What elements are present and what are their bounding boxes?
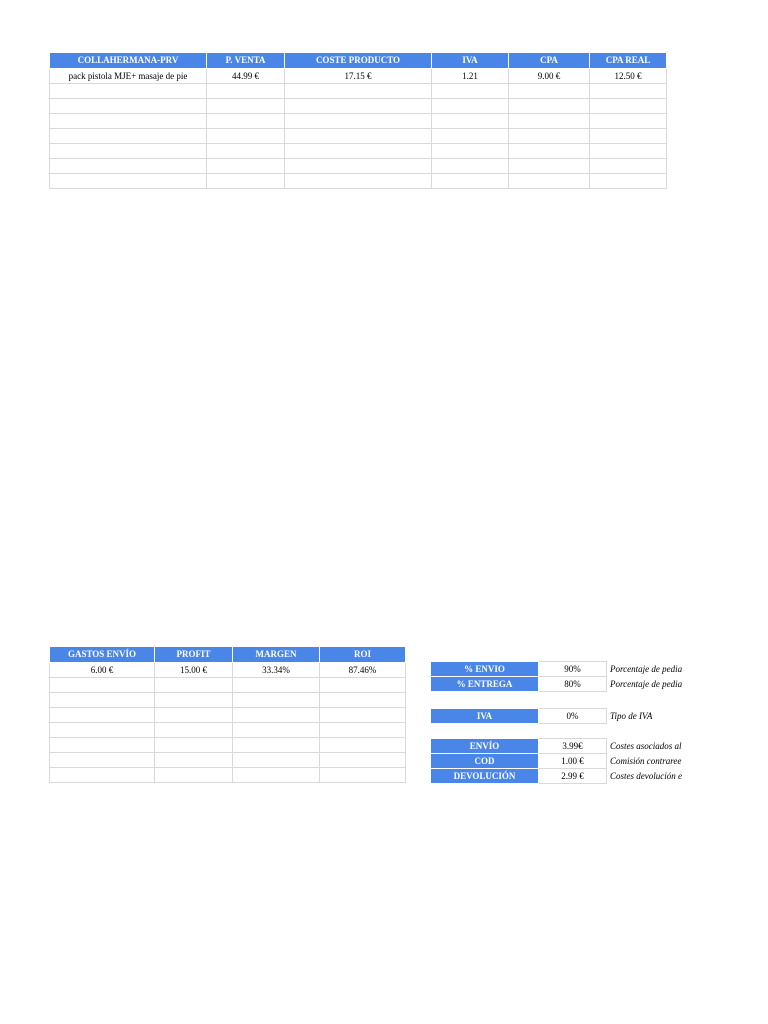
empty-cell[interactable] (590, 144, 667, 159)
empty-cell[interactable] (207, 84, 285, 99)
header-collahermana-prv[interactable]: COLLAHERMANA-PRV (50, 53, 207, 69)
header-profit[interactable]: PROFIT (155, 647, 233, 663)
empty-cell[interactable] (50, 708, 155, 723)
empty-cell[interactable] (509, 129, 590, 144)
value-entrega-pct[interactable]: 80% (539, 677, 607, 692)
empty-cell[interactable] (207, 174, 285, 189)
empty-cell[interactable] (207, 114, 285, 129)
empty-cell[interactable] (285, 99, 432, 114)
empty-row (50, 723, 406, 738)
value-envio-pct[interactable]: 90% (539, 662, 607, 677)
empty-cell[interactable] (432, 99, 509, 114)
empty-cell[interactable] (233, 723, 320, 738)
empty-cell[interactable] (432, 159, 509, 174)
cell-margen[interactable]: 33.34% (233, 663, 320, 678)
products-table (49, 52, 667, 189)
value-devolucion[interactable]: 2.99 € (539, 769, 607, 784)
empty-cell[interactable] (285, 174, 432, 189)
header-coste-producto[interactable]: COSTE PRODUCTO (285, 53, 432, 69)
results-table (49, 646, 406, 783)
cell-profit[interactable]: 15.00 € (155, 663, 233, 678)
cell-gastos-envio[interactable]: 6.00 € (50, 663, 155, 678)
empty-cell[interactable] (590, 84, 667, 99)
empty-row (50, 84, 667, 99)
empty-cell[interactable] (285, 144, 432, 159)
empty-cell[interactable] (50, 114, 207, 129)
empty-cell[interactable] (233, 738, 320, 753)
empty-row (50, 159, 667, 174)
empty-cell[interactable] (207, 99, 285, 114)
empty-cell[interactable] (155, 768, 233, 783)
empty-cell[interactable] (50, 174, 207, 189)
empty-cell[interactable] (233, 753, 320, 768)
label-iva: IVA (431, 709, 539, 724)
iva-block (430, 708, 687, 724)
empty-cell[interactable] (233, 693, 320, 708)
empty-cell[interactable] (509, 84, 590, 99)
header-cpa-real[interactable]: CPA REAL (590, 53, 667, 69)
header-roi[interactable]: ROI (320, 647, 406, 663)
empty-cell[interactable] (509, 99, 590, 114)
cell-product-name[interactable]: pack pistola MJE+ masaje de pie (50, 69, 207, 84)
label-devolucion: DEVOLUCIÓN (431, 769, 539, 784)
empty-cell[interactable] (50, 99, 207, 114)
empty-cell[interactable] (50, 129, 207, 144)
param-row-devolucion (431, 769, 687, 784)
empty-cell[interactable] (432, 129, 509, 144)
value-cod[interactable]: 1.00 € (539, 754, 607, 769)
note-envio-pct: Porcentaje de pedia (610, 664, 683, 674)
empty-cell[interactable] (50, 678, 155, 693)
empty-row (50, 174, 667, 189)
products-header-row (50, 53, 667, 69)
empty-cell[interactable] (320, 708, 406, 723)
table-row (50, 69, 667, 84)
label-envio-pct: % ENVIO (431, 662, 539, 677)
label-cod: COD (431, 754, 539, 769)
label-entrega-pct: % ENTREGA (431, 677, 539, 692)
empty-cell[interactable] (285, 84, 432, 99)
cell-cpa-real[interactable]: 12.50 € (590, 69, 667, 84)
table-row (50, 663, 406, 678)
cell-iva[interactable]: 1.21 (432, 69, 509, 84)
empty-cell[interactable] (207, 159, 285, 174)
note-entrega-pct: Porcentaje de pedia (610, 679, 683, 689)
empty-cell[interactable] (509, 114, 590, 129)
param-row-cod (431, 754, 687, 769)
note-devolucion: Costes devolución e (610, 771, 682, 781)
header-p-venta[interactable]: P. VENTA (207, 53, 285, 69)
costs-block (430, 738, 687, 784)
empty-cell[interactable] (50, 738, 155, 753)
param-row-envio-pct (431, 662, 687, 677)
empty-cell[interactable] (509, 159, 590, 174)
empty-cell[interactable] (509, 144, 590, 159)
empty-cell[interactable] (50, 753, 155, 768)
empty-row (50, 129, 667, 144)
empty-row (50, 678, 406, 693)
empty-cell[interactable] (233, 768, 320, 783)
note-envio: Costes asociados al (610, 741, 682, 751)
empty-cell[interactable] (320, 753, 406, 768)
cell-roi[interactable]: 87.46% (320, 663, 406, 678)
value-iva[interactable]: 0% (539, 709, 607, 724)
empty-cell[interactable] (233, 708, 320, 723)
empty-cell[interactable] (432, 144, 509, 159)
empty-cell[interactable] (50, 693, 155, 708)
empty-cell[interactable] (50, 144, 207, 159)
empty-cell[interactable] (285, 114, 432, 129)
param-row-envio (431, 739, 687, 754)
empty-cell[interactable] (155, 678, 233, 693)
header-iva[interactable]: IVA (432, 53, 509, 69)
empty-cell[interactable] (285, 129, 432, 144)
empty-cell[interactable] (509, 174, 590, 189)
empty-cell[interactable] (155, 723, 233, 738)
empty-row (50, 114, 667, 129)
empty-cell[interactable] (320, 723, 406, 738)
empty-cell[interactable] (432, 84, 509, 99)
empty-cell[interactable] (590, 99, 667, 114)
empty-cell[interactable] (590, 159, 667, 174)
header-margen[interactable]: MARGEN (233, 647, 320, 663)
param-row-entrega-pct (431, 677, 687, 692)
empty-cell[interactable] (590, 174, 667, 189)
empty-cell[interactable] (233, 678, 320, 693)
empty-cell[interactable] (207, 144, 285, 159)
empty-cell[interactable] (207, 129, 285, 144)
empty-cell[interactable] (590, 114, 667, 129)
empty-cell[interactable] (155, 738, 233, 753)
results-header-row (50, 647, 406, 663)
empty-row (50, 99, 667, 114)
empty-row (50, 768, 406, 783)
empty-cell[interactable] (155, 693, 233, 708)
empty-cell[interactable] (50, 159, 207, 174)
cell-coste-producto[interactable]: 17.15 € (285, 69, 432, 84)
empty-cell[interactable] (50, 723, 155, 738)
delivery-rates-block (430, 661, 687, 692)
note-iva: Tipo de IVA (610, 711, 653, 721)
empty-cell[interactable] (432, 174, 509, 189)
note-cod: Comisión contraree (610, 756, 682, 766)
cell-cpa[interactable]: 9.00 € (509, 69, 590, 84)
cell-p-venta[interactable]: 44.99 € (207, 69, 285, 84)
header-cpa[interactable]: CPA (509, 53, 590, 69)
empty-cell[interactable] (320, 693, 406, 708)
empty-cell[interactable] (155, 708, 233, 723)
empty-cell[interactable] (320, 768, 406, 783)
empty-cell[interactable] (50, 84, 207, 99)
param-row-iva (431, 709, 687, 724)
empty-row (50, 753, 406, 768)
empty-row (50, 144, 667, 159)
empty-row (50, 708, 406, 723)
empty-cell[interactable] (155, 753, 233, 768)
empty-cell[interactable] (590, 129, 667, 144)
empty-cell[interactable] (432, 114, 509, 129)
empty-cell[interactable] (50, 768, 155, 783)
empty-cell[interactable] (320, 738, 406, 753)
label-envio: ENVÍO (431, 739, 539, 754)
empty-cell[interactable] (320, 678, 406, 693)
empty-row (50, 693, 406, 708)
empty-cell[interactable] (285, 159, 432, 174)
header-gastos-envio[interactable]: GASTOS ENVÍO (50, 647, 155, 663)
empty-row (50, 738, 406, 753)
value-envio[interactable]: 3.99€ (539, 739, 607, 754)
